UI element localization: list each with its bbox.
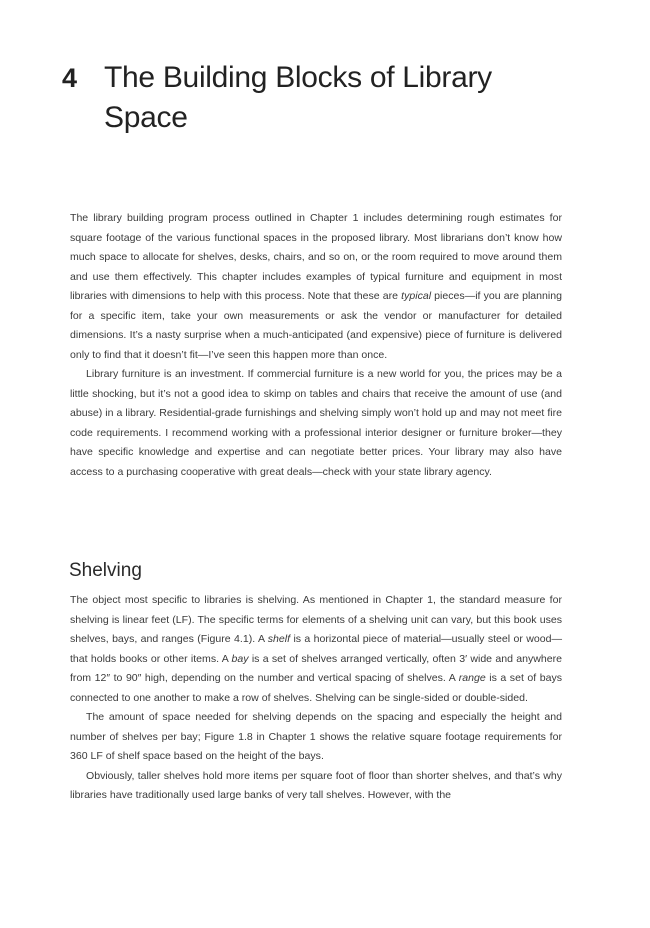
text-run: is a set of shelves arranged vertically, often 3′ wide and anywhere from 12″ to 90″ high, depending on the number and vertical spacing of shelves. A (70, 652, 562, 684)
text-run: The object most specific to libraries is shelving. As mentioned in Chapter 1, the standard measure for shelving is linear feet (LF). The specific terms for elements of a shelving unit can vary, but this book uses shelves, bays, and ranges (Figure 4.1). A (70, 594, 562, 645)
emphasis-range: range (458, 672, 486, 684)
chapter-heading (62, 58, 542, 138)
chapter-title: The Building Blocks of Library Space (104, 61, 492, 134)
intro-paragraph-2: Library furniture is an investment. If commercial furniture is a new world for you, the prices may be a little shocking, but it’s not a good idea to skimp on tables and chairs that receive the amount of use (and abuse) in a library. Residential-grade furnishings and shelving simply won’t hold up and may not meet fire code requirements. I recommend working with a professional interior designer or furniture broker—they have specific knowledge and expertise and can negotiate better prices. Your library may also have access to a purchasing cooperative with great deals—check with your state library agency. (70, 368, 562, 478)
shelving-section (70, 591, 562, 806)
shelving-paragraph-3: Obviously, taller shelves hold more items per square foot of floor than shorter shelves, and that’s why libraries have traditionally used large banks of very tall shelves. However, with the (70, 769, 562, 801)
emphasis-bay: bay (231, 652, 249, 665)
section-heading-shelving: Shelving (69, 560, 142, 581)
shelving-paragraph-2: The amount of space needed for shelving depends on the spacing and especially the height and number of shelves per bay; Figure 1.8 in Chapter 1 shows the relative square footage requirements for 360 LF of shelf space based on the height of the bays. (70, 711, 562, 762)
shelving-paragraph-1 (70, 591, 562, 708)
emphasis-typical: typical (401, 290, 432, 302)
chapter-number: 4 (62, 63, 78, 93)
intro-section (70, 209, 562, 482)
text-run: pieces—if you are planning for a specific item, take your own measurements or ask the vendor or manufacturer for detailed dimensions. It’s a nasty surprise when a much-anticipated (and expensive) piece of furniture is delivered only to find that it doesn’t fit—I’ve seen this happen more than once. (70, 290, 562, 361)
text-run: The library building program process outlined in Chapter 1 includes determining rough estimates for square footage of the various functional spaces in the proposed library. Most librarians don’t know how much space to allocate for shelves, desks, chairs, and so on, or the room required to move around them and use them effectively. This chapter includes examples of typical furniture and equipment in most libraries with dimensions to help with this process. Note that these are (70, 212, 562, 302)
text-run: is a horizontal piece of material—usually steel or wood—that holds books or other items. A (70, 633, 562, 665)
text-run: is a set of bays connected to one another to make a row of shelves. Shelving can be single-sided or double-sided. (70, 672, 562, 704)
intro-paragraph-1 (70, 209, 562, 365)
emphasis-shelf: shelf (267, 633, 291, 645)
